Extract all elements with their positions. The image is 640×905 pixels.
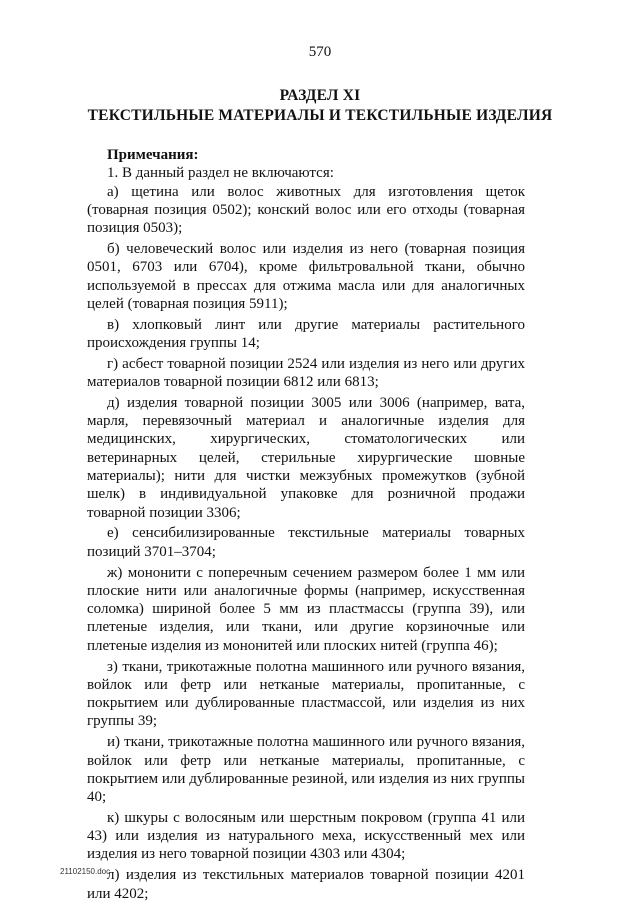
note-item-k: к) шкуры с волосяным или шерстным покровом (группа 41 или 43) или изделия из натурального меха, искусственный мех или изделия из него товарной позиции 4303 или 4304;: [87, 809, 525, 863]
note-item-v: в) хлопковый линт или другие материалы растительного происхождения группы 14;: [87, 316, 525, 351]
notes-heading: Примечания:: [107, 147, 199, 163]
note-item-b: б) человеческий волос или изделия из него (товарная позиция 0501, 6703 или 6704), кроме фильтровальной ткани, обычно используемой в прессах для отжима масла или для аналогичных целей (товарная позиция 5911);: [87, 240, 525, 312]
notes-block: [87, 146, 525, 905]
note-item-a: а) щетина или волос животных для изготовления щеток (товарная позиция 0502); конский волос или его отходы (товарная позиция 0503);: [87, 183, 525, 237]
section-subtitle: ТЕКСТИЛЬНЫЕ МАТЕРИАЛЫ И ТЕКСТИЛЬНЫЕ ИЗДЕЛИЯ: [87, 107, 553, 124]
page-number: 570: [308, 44, 332, 60]
note-item-g: г) асбест товарной позиции 2524 или изделия из него или других материалов товарной позиции 6812 или 6813;: [87, 355, 525, 391]
note-item-e: е) сенсибилизированные текстильные материалы товарных позиций 3701–3704;: [87, 525, 525, 560]
note-item-zh: ж) мононити с поперечным сечением размером более 1 мм или плоские нити или аналогичные формы (например, искусственная соломка) шириной более 5 мм из пластмассы (группа 39), или плетеные изделия, или ткани, или другие корзиночные или плетеные изделия из мононитей или плоских нитей (группа 46);: [87, 564, 525, 654]
note-item-l: л) изделия из текстильных материалов товарной позиции 4201 или 4202;: [87, 867, 525, 902]
notes-intro: 1. В данный раздел не включаются:: [107, 165, 334, 182]
note-item-i: и) ткани, трикотажные полотна машинного или ручного вязания, войлок или фетр или нетканые материалы, пропитанные, с покрытием или дублированные резиной, или изделия из них группы 40;: [87, 734, 525, 806]
section-title: РАЗДЕЛ XI: [279, 87, 361, 104]
note-item-d: д) изделия товарной позиции 3005 или 3006 (например, вата, марля, перевязочный материал и аналогичные изделия для медицинских, хирургических, стоматологических или ветеринарных целей, стерильные хирургические шовные материалы); нити для чистки межзубных промежутков (зубной шелк) в индивидуальной упаковке для розничной продажи товарной позиции 3306;: [87, 394, 525, 521]
footer-file-code: 21102150.doc: [60, 867, 111, 876]
note-item-z: з) ткани, трикотажные полотна машинного или ручного вязания, войлок или фетр или нетканые материалы, пропитанные, с покрытием или дублированные пластмассой, или изделия из них группы 39;: [87, 658, 525, 730]
